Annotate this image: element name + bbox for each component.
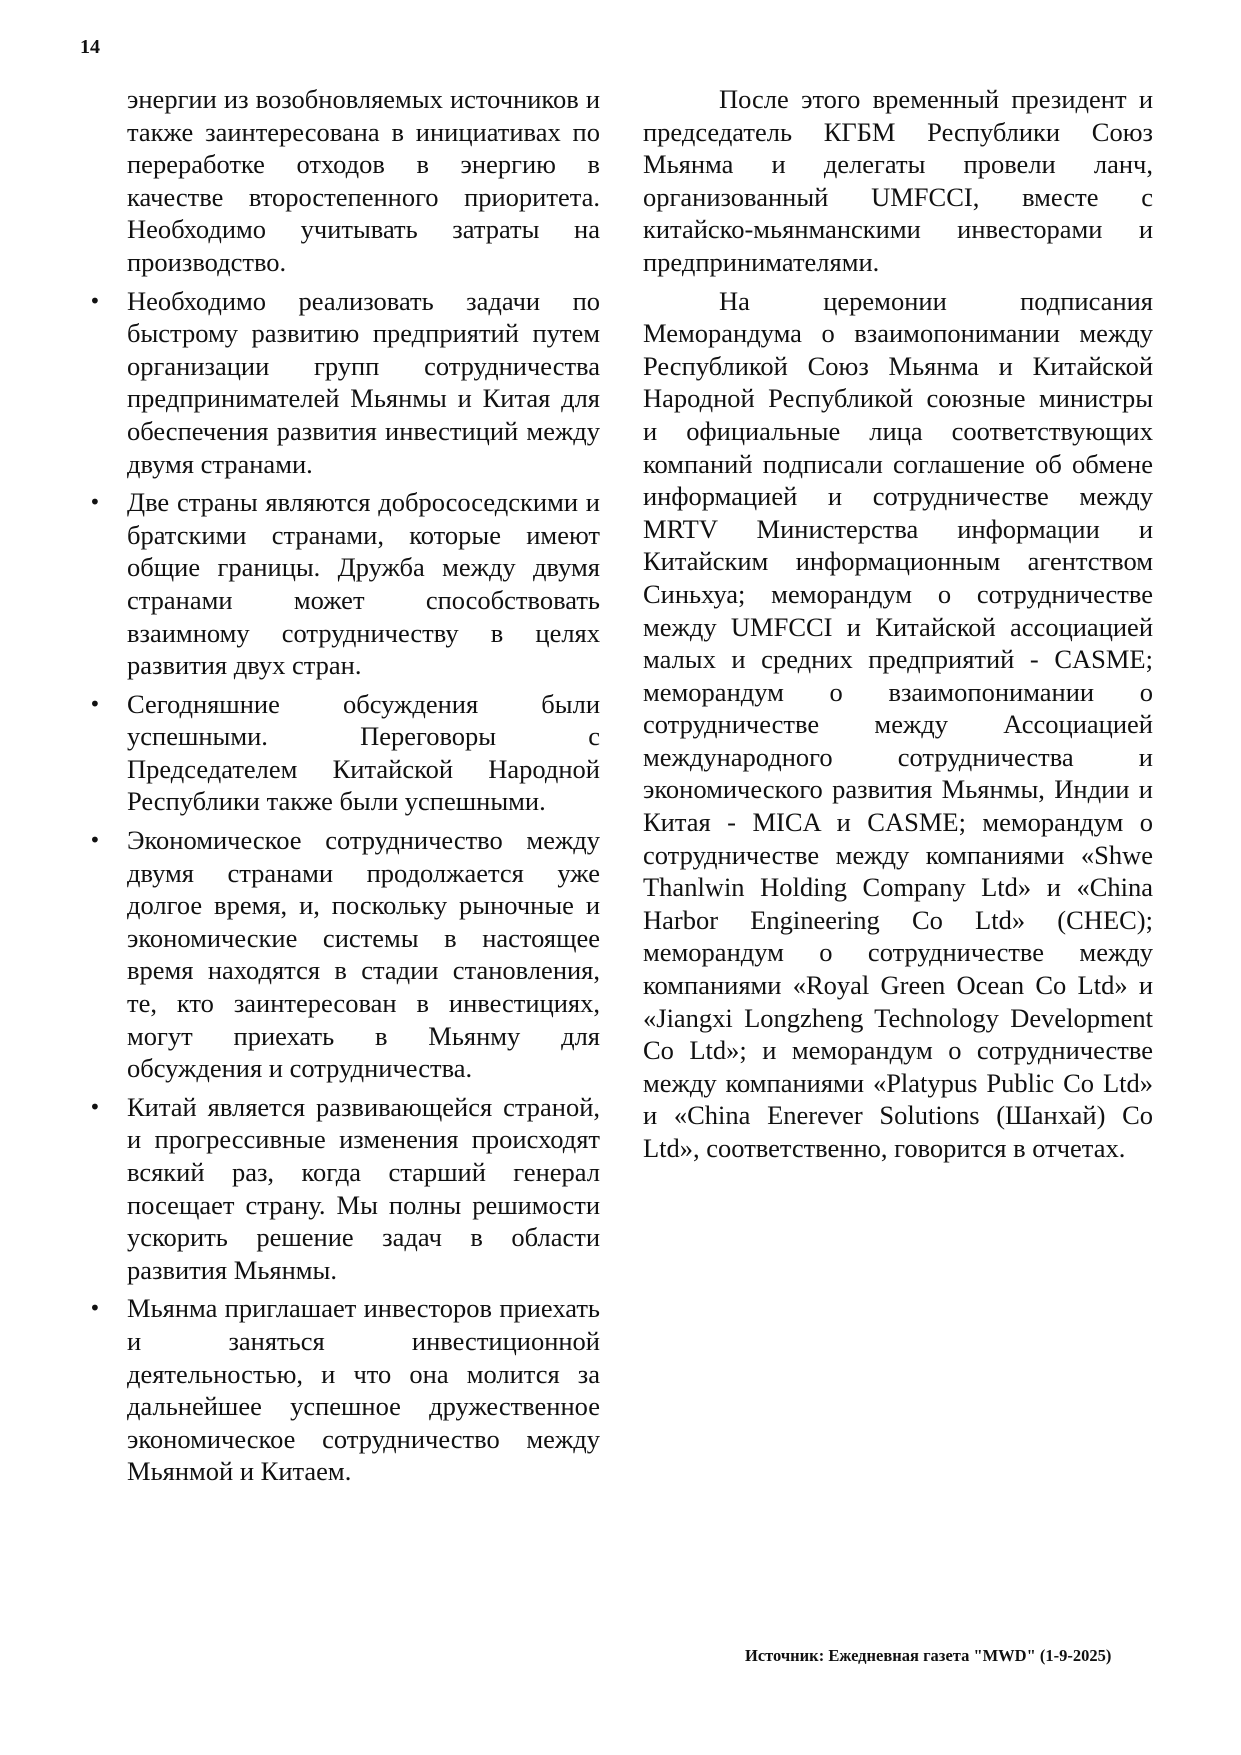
- page-number: 14: [80, 36, 100, 58]
- body-paragraph: После этого временный президент и председатель КГБМ Республики Союз Мьянма и делегаты провели ланч, организованный UMFCCI, вместе с китайско-мьянманскими инвесторами и предпринимателями.: [643, 84, 1153, 277]
- bullet-icon: •: [89, 828, 101, 853]
- continued-paragraph: энергии из возобновляемых источников и также заинтересована в инициативах по переработке отходов в энергию в качестве второстепенного приоритета. Необходимо учитывать затраты на производство.: [127, 84, 600, 277]
- left-column: [89, 83, 600, 1494]
- bullet-item: [89, 688, 600, 818]
- bullet-icon: •: [89, 691, 101, 716]
- bullet-icon: •: [89, 1296, 101, 1321]
- bullet-icon: •: [89, 1094, 101, 1119]
- bullet-item: [89, 1292, 600, 1488]
- bullet-text: Две страны являются добрососедскими и братскими странами, которые имеют общие границы. Дружба между двумя странами может способствовать взаимному сотрудничеству в целях развития двух стран.: [127, 487, 600, 681]
- bullet-text: Необходимо реализовать задачи по быстрому развитию предприятий путем организации групп сотрудничества предпринимателей Мьянмы и Китая для обеспечения развития инвестиций между двумя странами.: [127, 285, 600, 479]
- bullet-text: Китай является развивающейся страной, и прогрессивные изменения происходят всякий раз, когда старший генерал посещает страну. Мы полны решимости ускорить решение задач в области развития Мьянмы.: [127, 1091, 600, 1285]
- bullet-icon: •: [89, 288, 101, 313]
- bullet-item: [89, 1091, 600, 1287]
- bullet-item: [89, 824, 600, 1085]
- source-credit: Источник: Ежедневная газета "MWD" (1-9-2025): [745, 1646, 1112, 1665]
- bullet-text: Мьянма приглашает инвесторов приехать и заняться инвестиционной деятельностью, и что она молится за дальнейшее успешное дружественное экономическое сотрудничество между Мьянмой и Китаем.: [127, 1293, 600, 1487]
- right-column: [643, 83, 1153, 1171]
- bullet-list: [89, 285, 600, 1488]
- bullet-text: Экономическое сотрудничество между двумя странами продолжается уже долгое время, и, поскольку рыночные и экономические системы в настоящее время находятся в стадии становления, те, кто заинтересован в инвестициях, могут приехать в Мьянму для обсуждения и сотрудничества.: [127, 825, 600, 1084]
- bullet-item: [89, 486, 600, 682]
- body-paragraph: На церемонии подписания Меморандума о взаимопонимании между Республикой Союз Мьянма и Китайской Народной Республикой союзные министры и официальные лица соответствующих компаний подписали соглашение об обмене информацией и сотрудничестве между MRTV Министерства информации и Китайским информационным агентством Синьхуа; меморандум о сотрудничестве между UMFCCI и Китайской ассоциацией малых и средних предприятий - CASME; меморандум о взаимопонимании о сотрудничестве между Ассоциацией международного сотрудничества и экономического развития Мьянмы, Индии и Китая - MICA и CASME; меморандум о сотрудничестве между компаниями «Shwe Thanlwin Holding Company Ltd» и «China Harbor Engineering Co Ltd» (CHEC); меморандум о сотрудничестве между компаниями «Royal Green Ocean Co Ltd» и «Jiangxi Longzheng Technology Development Co Ltd»; и меморандум о сотрудничестве между компаниями «Platypus Public Co Ltd» и «China Enerever Solutions (Шанхай) Co Ltd», соответственно, говорится в отчетах.: [643, 285, 1153, 1163]
- bullet-item: [89, 285, 600, 481]
- bullet-icon: •: [89, 490, 101, 515]
- bullet-text: Сегодняшние обсуждения были успешными. Переговоры с Председателем Китайской Народной Республики также были успешными.: [127, 688, 600, 817]
